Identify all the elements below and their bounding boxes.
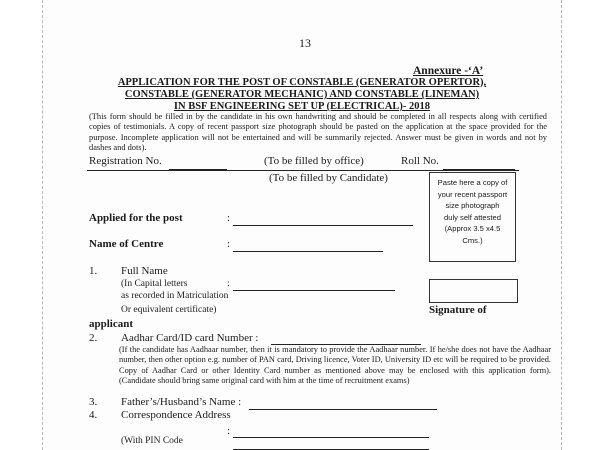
name-label: Full Name [121,265,168,277]
address-colon: : [227,425,231,437]
form-title-line-3: IN BSF ENGINEERING SET UP (ELECTRICAL)- 2018 [173,101,431,112]
name-colon: : [227,279,230,289]
applicant-label: applicant [89,318,134,330]
aadhar-label: Aadhar Card/ID card Number : [121,332,259,344]
photo-box-line-1: Paste here a copy of [437,178,508,187]
photo-box-line-6: Cms.) [462,235,483,245]
centre-input-line[interactable] [233,251,383,252]
photo-box-line-4: duly self attested [444,212,501,222]
photo-box-line-2: your recent passport [437,189,508,199]
aadhar-note: (If the candidate has Aadhaar number, then it is mandatory to provide the Aadhaar number. If he/she does not have the Aadhaar number, then other option e.g. number of PAN card, Driving licence, Voter ID, University ID etc will be required to be provided. Copy of Aadhar Card or other Identity Card number as mentioned above may be enclosed with this application form). (Candidate should bring same original card with him at the time of recruitment exams) [119,345,551,385]
centre-label: Name of Centre [89,238,164,250]
aadhar-number: 2. [89,332,98,344]
form-instructions: (This form should be filled in by the candidate in his own handwriting and should be completed in all respects along with certified copies of testimonials. A copy of recent passport size photograph should be pasted on the application at the space provided for the purpose. Incomplete application will not be entertained and will be summarily rejected. Answer must be given in words and not by dashes and dots). [89,112,547,152]
name-sublabel-2: as recorded in Matriculation [121,291,229,301]
signature-label: Signature of [429,304,487,316]
signature-box[interactable] [429,279,518,303]
name-sublabel-3: Or equivalent certificate) [121,305,217,315]
annexure-label: Annexure -‘A’ [413,65,484,77]
post-colon: : [227,212,231,224]
post-input-line[interactable] [233,225,413,226]
father-number: 3. [89,396,98,408]
application-form-page [42,0,562,450]
section-divider [87,170,519,171]
registration-label: Registration No. [89,155,162,167]
address-input-line[interactable] [233,437,429,438]
father-input-line[interactable] [249,409,437,410]
form-title-line-1: APPLICATION FOR THE POST OF CONSTABLE (GENERATOR OPERTOR), [117,77,487,88]
father-label: Father’s/Husband’s Name : [121,396,242,408]
form-title-line-2: CONSTABLE (GENERATOR MECHANIC) AND CONSTABLE (LINEMAN) [124,89,480,100]
page-number: 13 [299,36,311,50]
address-label: Correspondence Address [121,409,231,421]
photo-box-line-3: size photograph [445,201,500,210]
post-label: Applied for the post [89,212,183,224]
name-sublabel-1: (In Capital letters [121,279,188,289]
office-note: (To be filled by office) [264,155,364,167]
name-number: 1. [89,265,98,277]
candidate-note: (To be filled by Candidate) [269,172,388,184]
pin-label: (With PIN Code [121,436,183,446]
photo-box-line-5: (Approx 3.5 x4.5 [444,224,501,233]
centre-colon: : [227,238,231,250]
roll-label: Roll No. [401,155,439,167]
photo-paste-box [429,172,516,262]
address-number: 4. [89,409,98,421]
name-input-line[interactable] [233,290,395,291]
